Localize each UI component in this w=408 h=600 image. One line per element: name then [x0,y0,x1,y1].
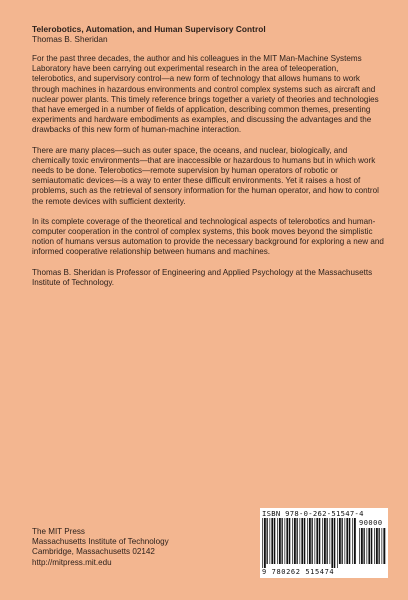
isbn-label: ISBN 978-0-262-51547-4 [262,509,364,518]
barcode-bars-icon [262,518,356,568]
author-bio: Thomas B. Sheridan is Professor of Engineering and Applied Psychology at the Massachusetts Institute of Technology. [32,267,373,287]
barcode [260,508,388,578]
barcode-bar [376,528,378,564]
barcode-bar [270,518,271,564]
barcode-bar [337,518,338,568]
barcode-bar [315,518,316,564]
barcode-bar [345,518,346,564]
barcode-bar [267,518,268,564]
barcode-bar [297,518,298,564]
barcode-bar [322,518,323,564]
barcode-bar [271,518,273,564]
barcode-bar [374,528,375,564]
barcode-bar [285,518,286,564]
barcode-bar [279,518,281,564]
barcode-bar [282,518,283,564]
barcode-bar [289,518,290,564]
barcode-bar [316,518,318,564]
barcode-bar [354,518,356,564]
barcode-bar [292,518,293,564]
barcode-bar [359,528,360,564]
barcode-bar [262,518,263,568]
barcode-bar [346,518,348,564]
barcode-bar [349,518,350,564]
barcode-bar [304,518,305,564]
barcode-bar [361,528,363,564]
barcode-bar [309,518,311,564]
publisher-name: The MIT Press [32,527,85,536]
ean-number: 9 780262 515474 [262,568,335,576]
price-code: 90000 [359,519,383,527]
barcode-bar [286,518,288,564]
barcode-bar [382,528,383,564]
barcode-bar [327,518,328,564]
barcode-bar [367,528,368,564]
barcode-bar [339,518,341,564]
barcode-bar [319,518,320,564]
barcode-bar [371,528,372,564]
barcode-bar [379,528,380,564]
description-paragraph-1: For the past three decades, the author and his colleagues in the MIT Man-Machine Systems Laboratory have been carrying out experimental research in the area of teleoperation, telerobotics, and supervisory control—a new form of technology that allows humans to work through machines in hazardous environments and control complex systems such as aircraft and nuclear power plants. This timely reference brings together a variety of theories and technologies that have emerged in a number of fields of application, describing common themes, presenting experiments and hardware embodiments as examples, and discussing the advantages and the drawbacks of this new form of human-machine interaction. [32,54,379,135]
publisher-url: http://mitpress.mit.edu [32,557,112,567]
description-paragraph-2: There are many places—such as outer space, the oceans, and nuclear, biologically, and chemically toxic environments—that are inaccessible or hazardous to humans but in which work needs to be done. Telerobotics—remote supervision by human operators of robotic or semiautomatic devices—is a way to enter these difficult environments. Yet it raises a host of problems, such as the retrieval of sensory information for the human operator, and how to control the remote devices with sufficient dexterity. [32,145,379,206]
publisher-institution: Massachusetts Institute of Technology [32,537,169,547]
publisher-block [32,527,169,568]
barcode-bar [331,518,333,568]
barcode-bar [342,518,343,564]
barcode-bar [383,528,385,564]
barcode-bar [301,518,303,564]
barcode-bar [312,518,313,564]
description-paragraph-3: In its complete coverage of the theoretical and technological aspects of telerobotics and human-computer cooperation in the control of complex systems, this book moves beyond the simplistic notion of humans versus automation to provide the necessary background for exploring a new and informed cooperative relationship between humans and machines. [32,216,384,257]
barcode-addon-bars-icon [359,528,386,568]
barcode-bar [264,518,266,568]
blurb-block [32,24,384,298]
barcode-bar [300,518,301,564]
barcode-bar [364,528,365,564]
barcode-bar [334,518,335,568]
barcode-bar [330,518,331,564]
barcode-bar [352,518,353,564]
barcode-bar [324,518,326,564]
barcode-bar [294,518,296,564]
barcode-bar [307,518,308,564]
barcode-bar [368,528,370,564]
book-title: Telerobotics, Automation, and Human Supervisory Control [32,24,266,34]
barcode-bar [274,518,275,564]
barcode-bar [277,518,278,564]
book-author: Thomas B. Sheridan [32,34,108,44]
publisher-address: Cambridge, Massachusetts 02142 [32,547,155,557]
